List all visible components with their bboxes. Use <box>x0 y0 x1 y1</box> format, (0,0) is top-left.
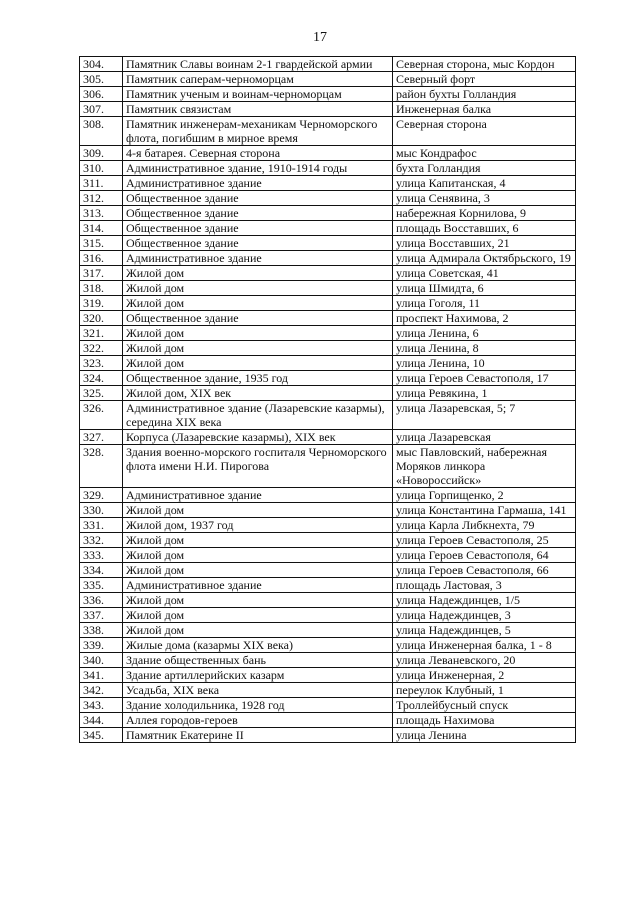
table-row <box>80 102 576 117</box>
table-row <box>80 653 576 668</box>
table-row <box>80 638 576 653</box>
object-address: Северный форт <box>393 72 576 87</box>
object-name: Памятник Славы воинам 2-1 гвардейской армии <box>123 57 393 72</box>
row-number: 315. <box>80 236 123 251</box>
row-number: 325. <box>80 386 123 401</box>
row-number: 327. <box>80 430 123 445</box>
row-number: 332. <box>80 533 123 548</box>
row-number: 343. <box>80 698 123 713</box>
object-address: улица Ленина <box>393 728 576 743</box>
row-number: 318. <box>80 281 123 296</box>
object-address: набережная Корнилова, 9 <box>393 206 576 221</box>
table-row <box>80 341 576 356</box>
object-address: улица Сенявина, 3 <box>393 191 576 206</box>
object-address: улица Героев Севастополя, 17 <box>393 371 576 386</box>
row-number: 328. <box>80 445 123 488</box>
row-number: 309. <box>80 146 123 161</box>
object-name: Аллея городов-героев <box>123 713 393 728</box>
object-address: улица Восставших, 21 <box>393 236 576 251</box>
table-row <box>80 548 576 563</box>
table-row <box>80 608 576 623</box>
row-number: 305. <box>80 72 123 87</box>
object-address: улица Надеждинцев, 1/5 <box>393 593 576 608</box>
table-row <box>80 191 576 206</box>
object-address: улица Ревякина, 1 <box>393 386 576 401</box>
row-number: 335. <box>80 578 123 593</box>
table-row <box>80 430 576 445</box>
row-number: 334. <box>80 563 123 578</box>
row-number: 330. <box>80 503 123 518</box>
object-address: улица Адмирала Октябрьского, 19 <box>393 251 576 266</box>
table-row <box>80 488 576 503</box>
table-row <box>80 72 576 87</box>
row-number: 340. <box>80 653 123 668</box>
row-number: 308. <box>80 117 123 146</box>
table-row <box>80 445 576 488</box>
object-name: Жилой дом <box>123 341 393 356</box>
object-name: Жилой дом <box>123 608 393 623</box>
row-number: 336. <box>80 593 123 608</box>
object-name: Корпуса (Лазаревские казармы), XIX век <box>123 430 393 445</box>
table-row <box>80 623 576 638</box>
object-address: улица Константина Гармаша, 141 <box>393 503 576 518</box>
object-address: район бухты Голландия <box>393 87 576 102</box>
object-name: Общественное здание <box>123 221 393 236</box>
table-row <box>80 533 576 548</box>
row-number: 345. <box>80 728 123 743</box>
row-number: 304. <box>80 57 123 72</box>
row-number: 319. <box>80 296 123 311</box>
object-address: улица Ленина, 6 <box>393 326 576 341</box>
row-number: 326. <box>80 401 123 430</box>
object-name: Жилой дом <box>123 281 393 296</box>
object-name: Жилой дом <box>123 326 393 341</box>
table-row <box>80 206 576 221</box>
table-row <box>80 296 576 311</box>
object-name: Жилой дом, XIX век <box>123 386 393 401</box>
row-number: 312. <box>80 191 123 206</box>
object-address: проспект Нахимова, 2 <box>393 311 576 326</box>
object-address: улица Ленина, 10 <box>393 356 576 371</box>
object-name: Общественное здание <box>123 311 393 326</box>
row-number: 313. <box>80 206 123 221</box>
object-address: улица Леваневского, 20 <box>393 653 576 668</box>
object-name: Жилой дом <box>123 533 393 548</box>
object-name: Памятник инженерам-механикам Черноморского флота, погибшим в мирное время <box>123 117 393 146</box>
object-name: Административное здание <box>123 176 393 191</box>
object-address: Инженерная балка <box>393 102 576 117</box>
object-name: Жилой дом <box>123 296 393 311</box>
object-name: Памятник связистам <box>123 102 393 117</box>
object-address: улица Героев Севастополя, 64 <box>393 548 576 563</box>
object-address: площадь Восставших, 6 <box>393 221 576 236</box>
object-address: улица Ленина, 8 <box>393 341 576 356</box>
table-row <box>80 356 576 371</box>
row-number: 323. <box>80 356 123 371</box>
table-row <box>80 117 576 146</box>
table-row <box>80 311 576 326</box>
object-address: улица Горпищенко, 2 <box>393 488 576 503</box>
table-row <box>80 698 576 713</box>
object-address: переулок Клубный, 1 <box>393 683 576 698</box>
object-address: улица Советская, 41 <box>393 266 576 281</box>
row-number: 341. <box>80 668 123 683</box>
object-name: Жилой дом <box>123 266 393 281</box>
row-number: 337. <box>80 608 123 623</box>
object-address: площадь Ластовая, 3 <box>393 578 576 593</box>
table-row <box>80 57 576 72</box>
object-address: площадь Нахимова <box>393 713 576 728</box>
object-name: Общественное здание <box>123 206 393 221</box>
row-number: 306. <box>80 87 123 102</box>
object-address: улица Лазаревская <box>393 430 576 445</box>
monuments-table <box>79 56 576 743</box>
row-number: 339. <box>80 638 123 653</box>
object-name: Жилой дом <box>123 503 393 518</box>
object-address: Троллейбусный спуск <box>393 698 576 713</box>
object-address: улица Инженерная балка, 1 - 8 <box>393 638 576 653</box>
table-body <box>80 57 576 743</box>
table-row <box>80 87 576 102</box>
object-address: мыс Кондрафос <box>393 146 576 161</box>
object-address: улица Гоголя, 11 <box>393 296 576 311</box>
object-name: Общественное здание, 1935 год <box>123 371 393 386</box>
table-row <box>80 713 576 728</box>
row-number: 314. <box>80 221 123 236</box>
table-row <box>80 578 576 593</box>
object-address: улица Надеждинцев, 3 <box>393 608 576 623</box>
table-row <box>80 668 576 683</box>
object-name: Жилой дом, 1937 год <box>123 518 393 533</box>
object-name: Административное здание <box>123 488 393 503</box>
table-row <box>80 161 576 176</box>
row-number: 338. <box>80 623 123 638</box>
object-name: Памятник ученым и воинам-черноморцам <box>123 87 393 102</box>
table-row <box>80 593 576 608</box>
object-name: 4-я батарея. Северная сторона <box>123 146 393 161</box>
row-number: 331. <box>80 518 123 533</box>
object-name: Жилой дом <box>123 548 393 563</box>
object-name: Административное здание (Лазаревские казармы), середина XIX века <box>123 401 393 430</box>
row-number: 342. <box>80 683 123 698</box>
object-address: улица Карла Либкнехта, 79 <box>393 518 576 533</box>
object-name: Памятник саперам-черноморцам <box>123 72 393 87</box>
object-name: Здание общественных бань <box>123 653 393 668</box>
row-number: 307. <box>80 102 123 117</box>
row-number: 320. <box>80 311 123 326</box>
object-address: улица Героев Севастополя, 25 <box>393 533 576 548</box>
table-row <box>80 401 576 430</box>
object-name: Здание артиллерийских казарм <box>123 668 393 683</box>
object-name: Административное здание <box>123 578 393 593</box>
object-address: Северная сторона <box>393 117 576 146</box>
table-row <box>80 176 576 191</box>
table-row <box>80 386 576 401</box>
table-row <box>80 518 576 533</box>
object-address: улица Надеждинцев, 5 <box>393 623 576 638</box>
row-number: 324. <box>80 371 123 386</box>
object-name: Усадьба, XIX века <box>123 683 393 698</box>
object-name: Жилые дома (казармы XIX века) <box>123 638 393 653</box>
object-name: Здания военно-морского госпиталя Черноморского флота имени Н.И. Пирогова <box>123 445 393 488</box>
table-row <box>80 266 576 281</box>
row-number: 316. <box>80 251 123 266</box>
object-name: Жилой дом <box>123 563 393 578</box>
object-address: улица Лазаревская, 5; 7 <box>393 401 576 430</box>
object-name: Жилой дом <box>123 593 393 608</box>
table-row <box>80 371 576 386</box>
table-row <box>80 326 576 341</box>
table-row <box>80 221 576 236</box>
row-number: 329. <box>80 488 123 503</box>
object-name: Жилой дом <box>123 623 393 638</box>
object-name: Административное здание, 1910-1914 годы <box>123 161 393 176</box>
row-number: 344. <box>80 713 123 728</box>
table-row <box>80 728 576 743</box>
object-address: улица Инженерная, 2 <box>393 668 576 683</box>
object-name: Общественное здание <box>123 191 393 206</box>
table-row <box>80 236 576 251</box>
table-row <box>80 683 576 698</box>
object-address: Северная сторона, мыс Кордон <box>393 57 576 72</box>
object-address: бухта Голландия <box>393 161 576 176</box>
row-number: 310. <box>80 161 123 176</box>
table-row <box>80 563 576 578</box>
page-number: 17 <box>313 30 327 45</box>
object-name: Памятник Екатерине II <box>123 728 393 743</box>
row-number: 321. <box>80 326 123 341</box>
table-row <box>80 281 576 296</box>
object-address: улица Капитанская, 4 <box>393 176 576 191</box>
object-name: Здание холодильника, 1928 год <box>123 698 393 713</box>
row-number: 333. <box>80 548 123 563</box>
object-name: Общественное здание <box>123 236 393 251</box>
row-number: 322. <box>80 341 123 356</box>
object-name: Жилой дом <box>123 356 393 371</box>
row-number: 317. <box>80 266 123 281</box>
object-address: мыс Павловский, набережная Моряков линкора «Новороссийск» <box>393 445 576 488</box>
row-number: 311. <box>80 176 123 191</box>
table-row <box>80 503 576 518</box>
table-row <box>80 146 576 161</box>
table-row <box>80 251 576 266</box>
object-address: улица Шмидта, 6 <box>393 281 576 296</box>
object-name: Административное здание <box>123 251 393 266</box>
object-address: улица Героев Севастополя, 66 <box>393 563 576 578</box>
